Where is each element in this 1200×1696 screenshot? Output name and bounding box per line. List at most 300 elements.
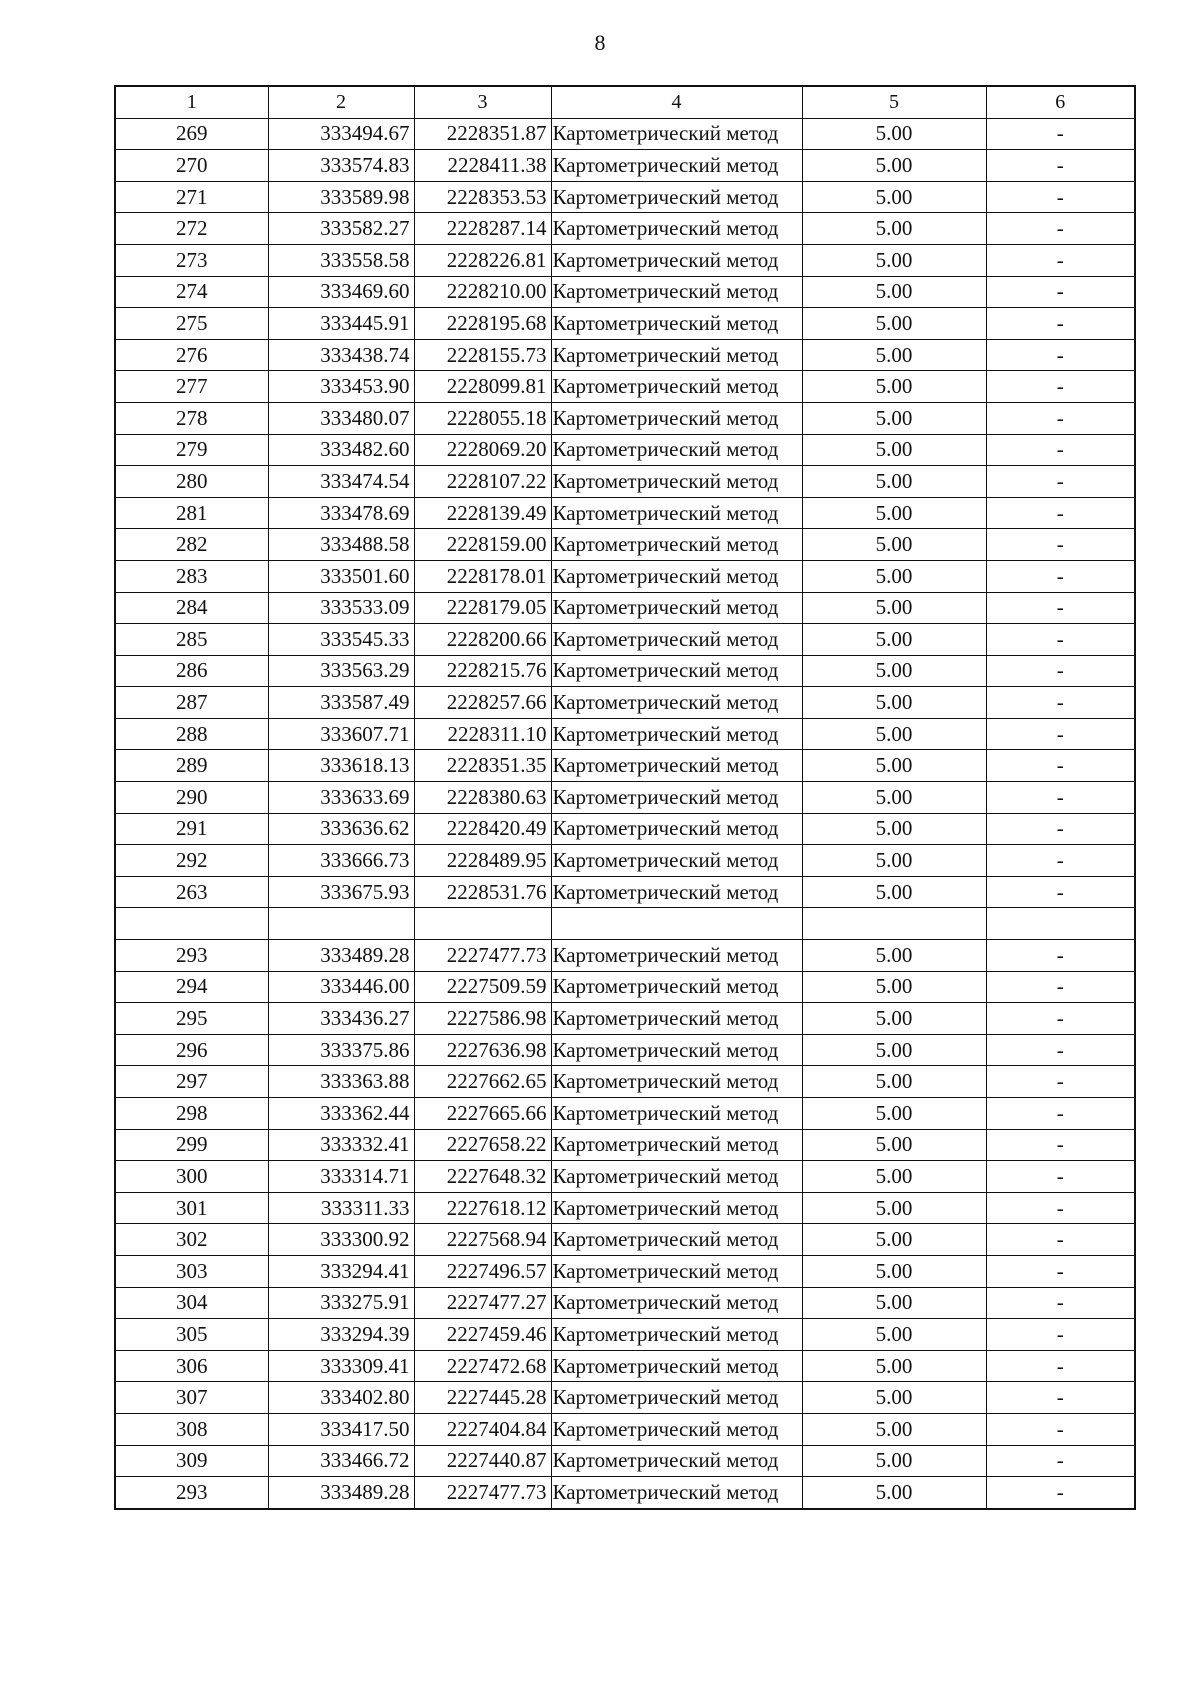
method-cell: Картометрический метод (551, 1255, 802, 1287)
accuracy-cell: 5.00 (802, 371, 986, 403)
description-cell: - (986, 1382, 1135, 1414)
point-number-cell: 277 (115, 371, 268, 403)
x-coordinate-cell: 333675.93 (268, 876, 414, 908)
x-coordinate-cell: 333294.39 (268, 1319, 414, 1351)
y-coordinate-cell: 2228178.01 (414, 560, 551, 592)
accuracy-cell: 5.00 (802, 1319, 986, 1351)
accuracy-cell: 5.00 (802, 497, 986, 529)
description-cell: - (986, 845, 1135, 877)
point-number-cell: 301 (115, 1192, 268, 1224)
point-number-cell: 303 (115, 1255, 268, 1287)
description-cell: - (986, 1224, 1135, 1256)
description-cell: - (986, 971, 1135, 1003)
x-coordinate-cell: 333436.27 (268, 1003, 414, 1035)
table-row (115, 402, 1135, 434)
y-coordinate-cell: 2228195.68 (414, 308, 551, 340)
table-row (115, 1224, 1135, 1256)
description-cell: - (986, 1477, 1135, 1509)
table-row (115, 655, 1135, 687)
accuracy-cell: 5.00 (802, 1287, 986, 1319)
description-cell: - (986, 560, 1135, 592)
method-cell: Картометрический метод (551, 181, 802, 213)
method-cell: Картометрический метод (551, 276, 802, 308)
accuracy-cell: 5.00 (802, 1066, 986, 1098)
table-row (115, 1413, 1135, 1445)
description-cell: - (986, 813, 1135, 845)
point-number-cell: 284 (115, 592, 268, 624)
y-coordinate-cell: 2228226.81 (414, 244, 551, 276)
table-row (115, 782, 1135, 814)
table-row (115, 1066, 1135, 1098)
y-coordinate-cell: 2228055.18 (414, 402, 551, 434)
y-coordinate-cell: 2228210.00 (414, 276, 551, 308)
method-cell: Картометрический метод (551, 655, 802, 687)
table-row (115, 1129, 1135, 1161)
description-cell: - (986, 276, 1135, 308)
description-cell: - (986, 244, 1135, 276)
point-number-cell: 294 (115, 971, 268, 1003)
method-cell: Картометрический метод (551, 1382, 802, 1414)
y-coordinate-cell: 2228155.73 (414, 339, 551, 371)
x-coordinate-cell: 333482.60 (268, 434, 414, 466)
x-coordinate-cell: 333607.71 (268, 718, 414, 750)
description-cell: - (986, 339, 1135, 371)
description-cell: - (986, 529, 1135, 561)
y-coordinate-cell: 2227459.46 (414, 1319, 551, 1351)
x-coordinate-cell: 333438.74 (268, 339, 414, 371)
table-row (115, 308, 1135, 340)
method-cell: Картометрический метод (551, 560, 802, 592)
table-row (115, 592, 1135, 624)
description-cell: - (986, 782, 1135, 814)
y-coordinate-cell: 2228099.81 (414, 371, 551, 403)
x-coordinate-cell: 333488.58 (268, 529, 414, 561)
accuracy-cell: 5.00 (802, 1098, 986, 1130)
accuracy-cell: 5.00 (802, 276, 986, 308)
method-cell: Картометрический метод (551, 1319, 802, 1351)
x-coordinate-cell: 333589.98 (268, 181, 414, 213)
accuracy-cell: 5.00 (802, 308, 986, 340)
accuracy-cell: 5.00 (802, 876, 986, 908)
table-row (115, 1034, 1135, 1066)
point-number-cell: 292 (115, 845, 268, 877)
point-number-cell: 271 (115, 181, 268, 213)
description-cell: - (986, 402, 1135, 434)
method-cell: Картометрический метод (551, 308, 802, 340)
accuracy-cell: 5.00 (802, 1192, 986, 1224)
method-cell: Картометрический метод (551, 497, 802, 529)
point-number-cell: 307 (115, 1382, 268, 1414)
accuracy-cell: 5.00 (802, 529, 986, 561)
y-coordinate-cell: 2228420.49 (414, 813, 551, 845)
y-coordinate-cell: 2228257.66 (414, 687, 551, 719)
point-number-cell: 269 (115, 118, 268, 150)
accuracy-cell: 5.00 (802, 1413, 986, 1445)
accuracy-cell: 5.00 (802, 592, 986, 624)
table-row (115, 181, 1135, 213)
table-row (115, 1161, 1135, 1193)
accuracy-cell: 5.00 (802, 402, 986, 434)
y-coordinate-cell: 2228380.63 (414, 782, 551, 814)
description-cell: - (986, 118, 1135, 150)
method-cell: Картометрический метод (551, 1413, 802, 1445)
y-coordinate-cell: 2227496.57 (414, 1255, 551, 1287)
method-cell: Картометрический метод (551, 876, 802, 908)
x-coordinate-cell: 333466.72 (268, 1445, 414, 1477)
header-cell: 3 (414, 86, 551, 118)
x-coordinate-cell: 333417.50 (268, 1413, 414, 1445)
description-cell: - (986, 181, 1135, 213)
point-number-cell: 263 (115, 876, 268, 908)
x-coordinate-cell: 333633.69 (268, 782, 414, 814)
y-coordinate-cell: 2227568.94 (414, 1224, 551, 1256)
point-number-cell: 281 (115, 497, 268, 529)
x-coordinate-cell: 333494.67 (268, 118, 414, 150)
method-cell (551, 908, 802, 940)
table-row (115, 971, 1135, 1003)
table-row (115, 624, 1135, 656)
x-coordinate-cell: 333402.80 (268, 1382, 414, 1414)
x-coordinate-cell: 333558.58 (268, 244, 414, 276)
method-cell: Картометрический метод (551, 1477, 802, 1509)
header-cell: 6 (986, 86, 1135, 118)
point-number-cell: 278 (115, 402, 268, 434)
table-row (115, 244, 1135, 276)
accuracy-cell: 5.00 (802, 624, 986, 656)
table-row (115, 1382, 1135, 1414)
table-row (115, 1477, 1135, 1509)
method-cell: Картометрический метод (551, 718, 802, 750)
x-coordinate-cell: 333300.92 (268, 1224, 414, 1256)
point-number-cell: 308 (115, 1413, 268, 1445)
accuracy-cell: 5.00 (802, 181, 986, 213)
table-row (115, 1255, 1135, 1287)
x-coordinate-cell: 333311.33 (268, 1192, 414, 1224)
description-cell: - (986, 1098, 1135, 1130)
description-cell: - (986, 718, 1135, 750)
description-cell: - (986, 1287, 1135, 1319)
method-cell: Картометрический метод (551, 1350, 802, 1382)
method-cell: Картометрический метод (551, 940, 802, 972)
y-coordinate-cell: 2228069.20 (414, 434, 551, 466)
accuracy-cell: 5.00 (802, 466, 986, 498)
table-row (115, 213, 1135, 245)
y-coordinate-cell: 2227477.73 (414, 940, 551, 972)
y-coordinate-cell (414, 908, 551, 940)
header-cell: 5 (802, 86, 986, 118)
table-row (115, 1287, 1135, 1319)
x-coordinate-cell: 333501.60 (268, 560, 414, 592)
point-number-cell: 295 (115, 1003, 268, 1035)
x-coordinate-cell: 333480.07 (268, 402, 414, 434)
method-cell: Картометрический метод (551, 1003, 802, 1035)
point-number-cell: 299 (115, 1129, 268, 1161)
y-coordinate-cell: 2227477.73 (414, 1477, 551, 1509)
x-coordinate-cell: 333666.73 (268, 845, 414, 877)
x-coordinate-cell: 333587.49 (268, 687, 414, 719)
y-coordinate-cell: 2228287.14 (414, 213, 551, 245)
accuracy-cell: 5.00 (802, 434, 986, 466)
description-cell: - (986, 497, 1135, 529)
description-cell: - (986, 1255, 1135, 1287)
method-cell: Картометрический метод (551, 466, 802, 498)
y-coordinate-cell: 2228311.10 (414, 718, 551, 750)
accuracy-cell: 5.00 (802, 845, 986, 877)
y-coordinate-cell: 2227477.27 (414, 1287, 551, 1319)
accuracy-cell: 5.00 (802, 213, 986, 245)
y-coordinate-cell: 2227618.12 (414, 1192, 551, 1224)
method-cell: Картометрический метод (551, 150, 802, 182)
accuracy-cell: 5.00 (802, 687, 986, 719)
y-coordinate-cell: 2228531.76 (414, 876, 551, 908)
y-coordinate-cell: 2227586.98 (414, 1003, 551, 1035)
description-cell: - (986, 308, 1135, 340)
point-number-cell: 291 (115, 813, 268, 845)
accuracy-cell: 5.00 (802, 655, 986, 687)
accuracy-cell: 5.00 (802, 1161, 986, 1193)
point-number-cell: 287 (115, 687, 268, 719)
x-coordinate-cell: 333375.86 (268, 1034, 414, 1066)
table-row (115, 276, 1135, 308)
y-coordinate-cell: 2227665.66 (414, 1098, 551, 1130)
table-row (115, 718, 1135, 750)
x-coordinate-cell: 333478.69 (268, 497, 414, 529)
method-cell: Картометрический метод (551, 1287, 802, 1319)
accuracy-cell: 5.00 (802, 1350, 986, 1382)
x-coordinate-cell: 333474.54 (268, 466, 414, 498)
point-number-cell: 280 (115, 466, 268, 498)
accuracy-cell: 5.00 (802, 1003, 986, 1035)
y-coordinate-cell: 2227636.98 (414, 1034, 551, 1066)
method-cell: Картометрический метод (551, 339, 802, 371)
x-coordinate-cell: 333582.27 (268, 213, 414, 245)
point-number-cell: 285 (115, 624, 268, 656)
y-coordinate-cell: 2228139.49 (414, 497, 551, 529)
method-cell: Картометрический метод (551, 624, 802, 656)
description-cell: - (986, 1192, 1135, 1224)
y-coordinate-cell: 2228179.05 (414, 592, 551, 624)
y-coordinate-cell: 2228351.87 (414, 118, 551, 150)
description-cell: - (986, 1161, 1135, 1193)
accuracy-cell: 5.00 (802, 244, 986, 276)
point-number-cell: 290 (115, 782, 268, 814)
table-row (115, 339, 1135, 371)
accuracy-cell: 5.00 (802, 940, 986, 972)
point-number-cell: 279 (115, 434, 268, 466)
point-number-cell (115, 908, 268, 940)
x-coordinate-cell: 333363.88 (268, 1066, 414, 1098)
method-cell: Картометрический метод (551, 687, 802, 719)
y-coordinate-cell: 2228353.53 (414, 181, 551, 213)
accuracy-cell: 5.00 (802, 1034, 986, 1066)
method-cell: Картометрический метод (551, 971, 802, 1003)
x-coordinate-cell: 333618.13 (268, 750, 414, 782)
method-cell: Картометрический метод (551, 1161, 802, 1193)
method-cell: Картометрический метод (551, 845, 802, 877)
point-number-cell: 306 (115, 1350, 268, 1382)
table-row (115, 529, 1135, 561)
point-number-cell: 305 (115, 1319, 268, 1351)
x-coordinate-cell: 333275.91 (268, 1287, 414, 1319)
point-number-cell: 293 (115, 1477, 268, 1509)
table-row (115, 876, 1135, 908)
description-cell: - (986, 1003, 1135, 1035)
point-number-cell: 289 (115, 750, 268, 782)
x-coordinate-cell: 333545.33 (268, 624, 414, 656)
x-coordinate-cell: 333294.41 (268, 1255, 414, 1287)
point-number-cell: 309 (115, 1445, 268, 1477)
method-cell: Картометрический метод (551, 1224, 802, 1256)
table-row (115, 1192, 1135, 1224)
description-cell: - (986, 434, 1135, 466)
table-row (115, 687, 1135, 719)
x-coordinate-cell: 333362.44 (268, 1098, 414, 1130)
x-coordinate-cell: 333469.60 (268, 276, 414, 308)
accuracy-cell (802, 908, 986, 940)
table-row (115, 560, 1135, 592)
accuracy-cell: 5.00 (802, 971, 986, 1003)
description-cell: - (986, 371, 1135, 403)
description-cell: - (986, 592, 1135, 624)
y-coordinate-cell: 2228489.95 (414, 845, 551, 877)
method-cell: Картометрический метод (551, 1192, 802, 1224)
y-coordinate-cell: 2228107.22 (414, 466, 551, 498)
method-cell: Картометрический метод (551, 213, 802, 245)
point-number-cell: 270 (115, 150, 268, 182)
point-number-cell: 302 (115, 1224, 268, 1256)
y-coordinate-cell: 2227404.84 (414, 1413, 551, 1445)
accuracy-cell: 5.00 (802, 150, 986, 182)
x-coordinate-cell: 333453.90 (268, 371, 414, 403)
accuracy-cell: 5.00 (802, 118, 986, 150)
x-coordinate-cell: 333446.00 (268, 971, 414, 1003)
table-body (115, 86, 1135, 1509)
table-row (115, 466, 1135, 498)
point-number-cell: 275 (115, 308, 268, 340)
method-cell: Картометрический метод (551, 592, 802, 624)
y-coordinate-cell: 2227440.87 (414, 1445, 551, 1477)
table-row (115, 497, 1135, 529)
y-coordinate-cell: 2228411.38 (414, 150, 551, 182)
method-cell: Картометрический метод (551, 1098, 802, 1130)
table-row (115, 371, 1135, 403)
point-number-cell: 288 (115, 718, 268, 750)
method-cell: Картометрический метод (551, 434, 802, 466)
table-row (115, 1098, 1135, 1130)
table-row (115, 940, 1135, 972)
y-coordinate-cell: 2227658.22 (414, 1129, 551, 1161)
point-number-cell: 283 (115, 560, 268, 592)
point-number-cell: 304 (115, 1287, 268, 1319)
accuracy-cell: 5.00 (802, 750, 986, 782)
coordinates-table (114, 85, 1136, 1510)
table-row (115, 150, 1135, 182)
y-coordinate-cell: 2227472.68 (414, 1350, 551, 1382)
accuracy-cell: 5.00 (802, 1129, 986, 1161)
description-cell: - (986, 213, 1135, 245)
method-cell: Картометрический метод (551, 402, 802, 434)
x-coordinate-cell: 333574.83 (268, 150, 414, 182)
accuracy-cell: 5.00 (802, 718, 986, 750)
method-cell: Картометрический метод (551, 118, 802, 150)
description-cell (986, 908, 1135, 940)
table-header-row (115, 86, 1135, 118)
description-cell: - (986, 624, 1135, 656)
page-number: 8 (594, 30, 606, 55)
table-row (115, 908, 1135, 940)
description-cell: - (986, 1445, 1135, 1477)
description-cell: - (986, 1413, 1135, 1445)
point-number-cell: 286 (115, 655, 268, 687)
method-cell: Картометрический метод (551, 813, 802, 845)
x-coordinate-cell: 333533.09 (268, 592, 414, 624)
description-cell: - (986, 1319, 1135, 1351)
point-number-cell: 282 (115, 529, 268, 561)
x-coordinate-cell: 333332.41 (268, 1129, 414, 1161)
accuracy-cell: 5.00 (802, 560, 986, 592)
method-cell: Картометрический метод (551, 1129, 802, 1161)
accuracy-cell: 5.00 (802, 1382, 986, 1414)
method-cell: Картометрический метод (551, 750, 802, 782)
point-number-cell: 293 (115, 940, 268, 972)
description-cell: - (986, 687, 1135, 719)
accuracy-cell: 5.00 (802, 1224, 986, 1256)
description-cell: - (986, 1034, 1135, 1066)
y-coordinate-cell: 2227662.65 (414, 1066, 551, 1098)
point-number-cell: 296 (115, 1034, 268, 1066)
description-cell: - (986, 940, 1135, 972)
method-cell: Картометрический метод (551, 1445, 802, 1477)
x-coordinate-cell: 333489.28 (268, 1477, 414, 1509)
y-coordinate-cell: 2228215.76 (414, 655, 551, 687)
table-row (115, 118, 1135, 150)
description-cell: - (986, 655, 1135, 687)
point-number-cell: 273 (115, 244, 268, 276)
description-cell: - (986, 750, 1135, 782)
x-coordinate-cell: 333563.29 (268, 655, 414, 687)
y-coordinate-cell: 2228159.00 (414, 529, 551, 561)
accuracy-cell: 5.00 (802, 813, 986, 845)
table-row (115, 813, 1135, 845)
y-coordinate-cell: 2228200.66 (414, 624, 551, 656)
method-cell: Картометрический метод (551, 782, 802, 814)
table-row (115, 434, 1135, 466)
accuracy-cell: 5.00 (802, 1255, 986, 1287)
table-row (115, 1445, 1135, 1477)
method-cell: Картометрический метод (551, 529, 802, 561)
description-cell: - (986, 150, 1135, 182)
y-coordinate-cell: 2227509.59 (414, 971, 551, 1003)
point-number-cell: 272 (115, 213, 268, 245)
method-cell: Картометрический метод (551, 1034, 802, 1066)
header-cell: 4 (551, 86, 802, 118)
y-coordinate-cell: 2227445.28 (414, 1382, 551, 1414)
x-coordinate-cell: 333636.62 (268, 813, 414, 845)
table-row (115, 1319, 1135, 1351)
accuracy-cell: 5.00 (802, 339, 986, 371)
x-coordinate-cell: 333445.91 (268, 308, 414, 340)
method-cell: Картометрический метод (551, 1066, 802, 1098)
accuracy-cell: 5.00 (802, 1445, 986, 1477)
y-coordinate-cell: 2227648.32 (414, 1161, 551, 1193)
header-cell: 1 (115, 86, 268, 118)
table-row (115, 1003, 1135, 1035)
x-coordinate-cell (268, 908, 414, 940)
x-coordinate-cell: 333314.71 (268, 1161, 414, 1193)
method-cell: Картометрический метод (551, 244, 802, 276)
table-row (115, 845, 1135, 877)
header-cell: 2 (268, 86, 414, 118)
